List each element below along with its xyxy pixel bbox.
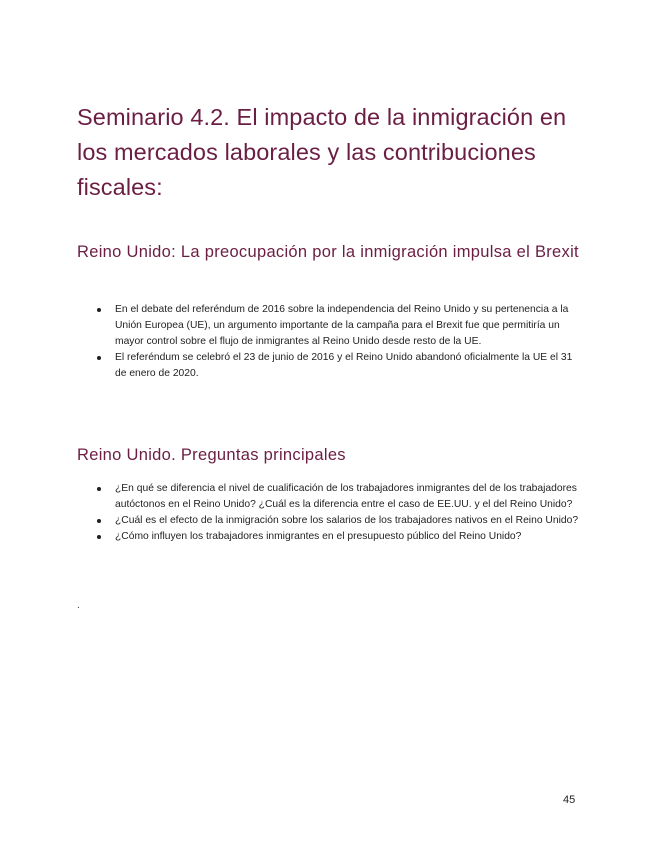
stray-period: . (77, 600, 80, 611)
list-item-text: ¿En qué se diferencia el nivel de cualificación de los trabajadores inmigrantes del de los trabajadores autóctonos en el Reino Unido? ¿Cuál es la diferencia entre el caso de EE.UU. y el del Reino Unido? (115, 483, 577, 510)
bullet-icon (97, 535, 101, 539)
list-item-text: En el debate del referéndum de 2016 sobre la independencia del Reino Unido y su pertenencia a la Unión Europea (UE), un argumento importante de la campaña para el Brexit fue que permitiría un mayor control sobre el flujo de inmigrantes al Reino Unido desde resto de la UE. (115, 304, 569, 347)
page-number: 45 (563, 794, 576, 806)
list-item-text: ¿Cuál es el efecto de la inmigración sobre los salarios de los trabajadores nativos en el Reino Unido? (115, 515, 579, 526)
page-title: Seminario 4.2. El impacto de la inmigración en los mercados laborales y las contribuciones fiscales: (77, 104, 567, 200)
bullet-list-questions (97, 481, 582, 545)
bullet-icon (97, 308, 101, 312)
list-item (97, 481, 582, 513)
list-item-text: ¿Cómo influyen los trabajadores inmigrantes en el presupuesto público del Reino Unido? (115, 531, 522, 542)
section-heading-questions: Reino Unido. Preguntas principales (77, 446, 346, 464)
bullet-list-brexit (97, 302, 582, 382)
list-item (97, 513, 582, 529)
bullet-icon (97, 487, 101, 491)
list-item (97, 350, 582, 382)
list-item (97, 302, 582, 350)
bullet-icon (97, 356, 101, 360)
bullet-icon (97, 519, 101, 523)
list-item-text: El referéndum se celebró el 23 de junio de 2016 y el Reino Unido abandonó oficialmente la UE el 31 de enero de 2020. (115, 352, 573, 379)
section-heading-brexit: Reino Unido: La preocupación por la inmigración impulsa el Brexit (77, 243, 579, 261)
list-item (97, 529, 582, 545)
